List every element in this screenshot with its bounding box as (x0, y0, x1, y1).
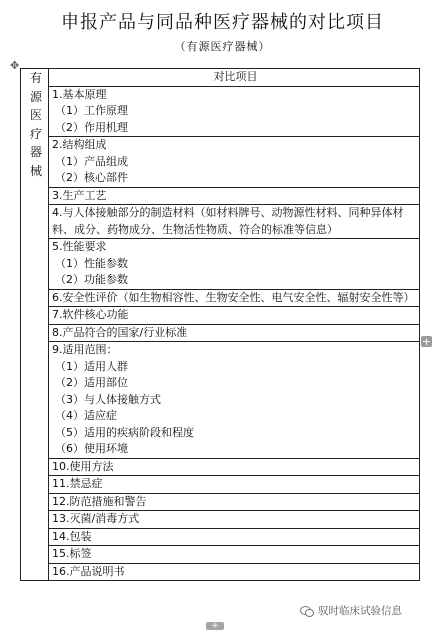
item-title: 3.生产工艺 (52, 188, 107, 202)
item-sub: （2）适用部位 (55, 376, 128, 389)
table-row (21, 239, 420, 290)
item-cell (49, 289, 420, 307)
item-title: 9.适用范围： (52, 343, 118, 356)
side-expand-plus-icon[interactable]: + (421, 335, 432, 348)
table-row (21, 289, 420, 307)
watermark (300, 603, 402, 618)
table-header: 对比项目 (49, 69, 420, 87)
item-title: 7.软件核心功能 (52, 308, 129, 321)
page-subtitle: （有源医疗器械） (174, 40, 271, 53)
table-row (21, 307, 420, 325)
item-cell (49, 458, 420, 476)
table-row (21, 563, 420, 581)
watermark-text: 驭时临床试验信息 (318, 605, 402, 617)
side-label-cell (21, 69, 49, 581)
item-title: 13.灭菌/消毒方式 (52, 512, 140, 525)
item-sub: （4）适应症 (55, 409, 117, 422)
item-title: 8.产品符合的国家/行业标准 (52, 325, 188, 339)
item-title: 11.禁忌症 (52, 477, 103, 490)
item-title: 6.安全性评价（如生物相容性、生物安全性、电气安全性、辐射安全性等） (52, 290, 415, 304)
item-sub: （2）功能参数 (55, 273, 128, 286)
item-sub: （1）产品组成 (55, 154, 128, 168)
item-title: 12.防范措施和警告 (52, 494, 147, 508)
move-icon[interactable]: ✥ (10, 59, 20, 72)
table-row (21, 205, 420, 239)
item-cell (49, 511, 420, 529)
item-title: 10.使用方法 (52, 459, 114, 473)
item-sub: （1）性能参数 (55, 256, 128, 270)
bottom-expand-plus-icon[interactable]: + (206, 622, 224, 630)
item-sub: （3）与人体接触方式 (55, 392, 161, 406)
item-title: 4.与人体接触部分的制造材料（如材料牌号、动物源性材料、同种异体材料、成分、药物成分、生物活性物质、符合的标准等信息） (52, 206, 404, 236)
side-label-char: 医 (29, 108, 42, 122)
item-cell (49, 528, 420, 546)
item-title: 15.标签 (52, 547, 92, 560)
item-title: 16.产品说明书 (52, 564, 125, 578)
table-row (21, 342, 420, 459)
table-row (21, 476, 420, 494)
item-cell (49, 205, 420, 239)
item-sub: （2）核心部件 (55, 171, 128, 184)
side-label-char: 器 (29, 145, 42, 159)
table-row (21, 187, 420, 205)
item-cell (49, 546, 420, 564)
item-cell (49, 239, 420, 290)
table-row (21, 511, 420, 529)
table-row (21, 137, 420, 188)
table-row (21, 528, 420, 546)
comparison-table (20, 68, 420, 581)
item-cell (49, 563, 420, 581)
item-sub: （1）适用人群 (55, 359, 128, 373)
side-label-char: 源 (29, 89, 42, 104)
item-sub: （1）工作原理 (55, 104, 128, 117)
item-title: 5.性能要求 (52, 240, 107, 253)
item-cell (49, 187, 420, 205)
item-title: 2.结构组成 (52, 138, 107, 151)
table-header-row (21, 69, 420, 87)
item-sub: （2）作用机理 (55, 120, 128, 134)
item-cell (49, 307, 420, 325)
side-label-char: 疗 (29, 126, 42, 141)
table-row (21, 546, 420, 564)
item-sub: （6）使用环境 (55, 442, 128, 455)
item-title: 1.基本原理 (52, 87, 107, 101)
item-sub: （5）适用的疾病阶段和程度 (55, 425, 194, 439)
table-row (21, 493, 420, 511)
wechat-icon (300, 605, 314, 616)
table-row (21, 324, 420, 342)
table-row (21, 458, 420, 476)
side-label-char: 有 (29, 71, 42, 85)
item-cell (49, 86, 420, 137)
item-cell (49, 342, 420, 459)
item-title: 14.包装 (52, 529, 92, 543)
item-cell (49, 493, 420, 511)
page-title: 申报产品与同品种医疗器械的对比项目 (61, 12, 384, 33)
item-cell (49, 476, 420, 494)
table-row (21, 86, 420, 137)
item-cell (49, 137, 420, 188)
item-cell (49, 324, 420, 342)
side-label-char: 械 (29, 163, 42, 178)
